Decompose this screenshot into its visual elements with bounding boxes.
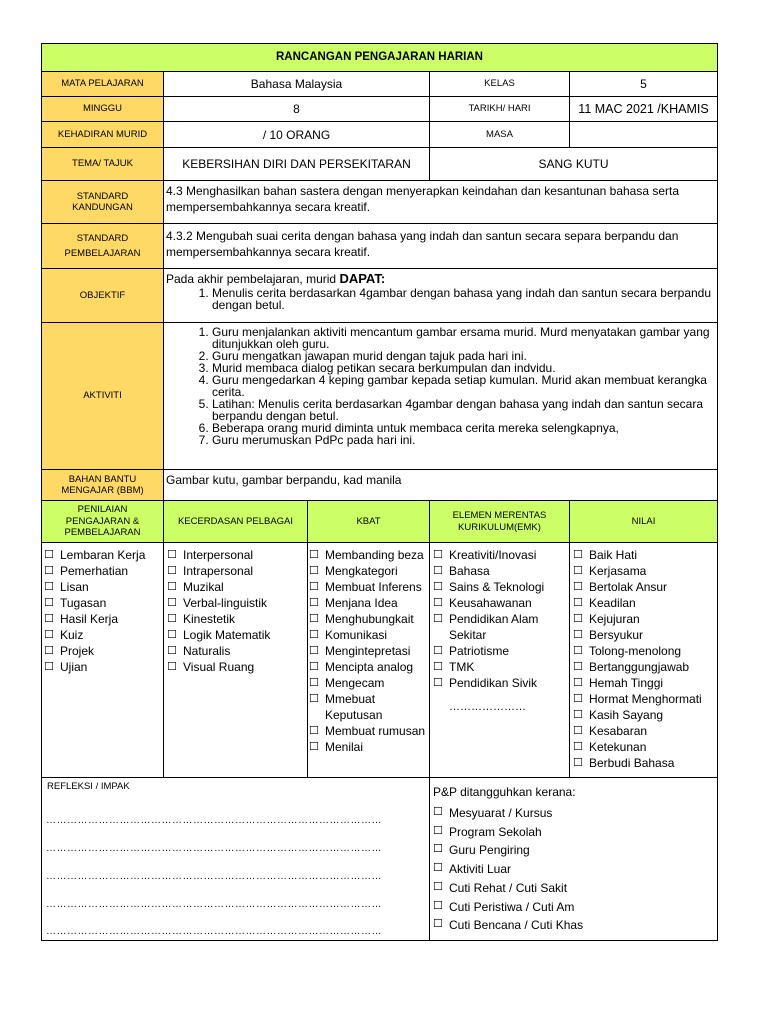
checkbox-icon[interactable]: ☐ bbox=[433, 564, 443, 577]
emk-option[interactable] bbox=[433, 563, 569, 579]
standard-pembelajaran-label: STANDARD PEMBELAJARAN bbox=[42, 224, 164, 269]
tangguh-option[interactable] bbox=[433, 898, 717, 917]
checkbox-label: Hasil Kerja bbox=[60, 612, 119, 626]
tarikh-label: TARIKH/ HARI bbox=[430, 97, 570, 122]
minggu-label: MINGGU bbox=[42, 97, 164, 122]
checkbox-label: Mengecam bbox=[325, 676, 385, 690]
checkbox-label: Kuiz bbox=[60, 628, 84, 642]
checkbox-label: Program Sekolah bbox=[449, 824, 542, 839]
checkbox-icon[interactable]: ☐ bbox=[433, 612, 443, 625]
emk-option[interactable] bbox=[433, 595, 569, 611]
emk-list bbox=[433, 547, 569, 691]
kbat-list bbox=[309, 547, 429, 755]
checkbox-icon[interactable]: ☐ bbox=[573, 612, 583, 625]
checkbox-label: Naturalis bbox=[183, 644, 231, 658]
emk-option[interactable] bbox=[433, 675, 569, 691]
objektif-intro: Pada akhir pembelajaran, murid DAPAT: bbox=[166, 271, 386, 286]
kbat-option[interactable] bbox=[309, 611, 429, 627]
bbm-value: Gambar kutu, gambar berpandu, kad manila bbox=[164, 470, 718, 501]
nilai-column bbox=[570, 543, 718, 778]
mata-pelajaran-label: MATA PELAJARAN bbox=[42, 72, 164, 97]
tangguh-option[interactable] bbox=[433, 916, 717, 935]
checkbox-label: Bertolak Ansur bbox=[589, 580, 668, 594]
nilai-option[interactable] bbox=[573, 755, 717, 771]
checkbox-icon[interactable]: ☐ bbox=[433, 823, 443, 837]
checkbox-icon[interactable]: ☐ bbox=[44, 612, 54, 625]
objektif-value bbox=[164, 269, 718, 323]
checkbox-icon[interactable]: ☐ bbox=[44, 580, 54, 593]
checkbox-label: Menghubungkait bbox=[325, 612, 414, 626]
objektif-item: 1. Menulis cerita berdasarkan 4gambar dengan bahasa yang indah dan santun secara berpandu dengan betul. bbox=[212, 287, 713, 311]
checkbox-icon[interactable]: ☐ bbox=[433, 596, 443, 609]
kehadiran-label: KEHADIRAN MURID bbox=[42, 122, 164, 148]
checkbox-label: Lembaran Kerja bbox=[60, 548, 146, 562]
kecerdasan-option[interactable] bbox=[167, 627, 307, 643]
penilaian-column bbox=[42, 543, 164, 778]
checkbox-label: Komunikasi bbox=[325, 628, 388, 642]
checkbox-label: Muzikal bbox=[183, 580, 224, 594]
kbat-option[interactable] bbox=[309, 723, 429, 739]
nilai-option[interactable] bbox=[573, 579, 717, 595]
tangguh-option[interactable] bbox=[433, 879, 717, 898]
tangguh-option[interactable] bbox=[433, 804, 717, 823]
tema-value: KEBERSIHAN DIRI DAN PERSEKITARAN bbox=[164, 148, 430, 181]
penilaian-option[interactable] bbox=[44, 579, 163, 595]
checkbox-label: Membanding beza bbox=[325, 548, 424, 562]
kbat-option[interactable] bbox=[309, 579, 429, 595]
checkbox-label: Interpersonal bbox=[183, 548, 254, 562]
checkbox-icon[interactable]: ☐ bbox=[167, 628, 177, 641]
tarikh-value: 11 MAC 2021 /KHAMIS bbox=[570, 97, 718, 122]
kbat-option[interactable] bbox=[309, 691, 429, 723]
checkbox-icon[interactable]: ☐ bbox=[167, 596, 177, 609]
checkbox-icon[interactable]: ☐ bbox=[573, 660, 583, 673]
checkbox-icon[interactable]: ☐ bbox=[573, 628, 583, 641]
checkbox-label: Mencipta analog bbox=[325, 660, 414, 674]
emk-column bbox=[430, 543, 570, 778]
checkbox-label: Membuat rumusan bbox=[325, 724, 426, 738]
checkbox-icon[interactable]: ☐ bbox=[433, 644, 443, 657]
emk-dots: ………………… bbox=[449, 701, 526, 713]
checkbox-label: Cuti Bencana / Cuti Khas bbox=[449, 918, 584, 933]
checkbox-icon[interactable]: ☐ bbox=[573, 708, 583, 721]
checkbox-icon[interactable]: ☐ bbox=[309, 612, 319, 625]
checkbox-label: Visual Ruang bbox=[183, 660, 255, 674]
nilai-list bbox=[573, 547, 717, 771]
checkbox-label: Tugasan bbox=[60, 596, 107, 610]
kbat-option[interactable] bbox=[309, 675, 429, 691]
aktiviti-item: 6. Beberapa orang murid diminta untuk membaca cerita mereka selengkapnya, bbox=[212, 422, 713, 434]
checkbox-icon[interactable]: ☐ bbox=[433, 660, 443, 673]
kelas-value: 5 bbox=[570, 72, 718, 97]
checkbox-icon[interactable]: ☐ bbox=[309, 724, 319, 737]
nilai-header: NILAI bbox=[570, 501, 718, 543]
checkbox-icon[interactable]: ☐ bbox=[309, 628, 319, 641]
mata-pelajaran-value: Bahasa Malaysia bbox=[164, 72, 430, 97]
checkbox-icon[interactable]: ☐ bbox=[167, 644, 177, 657]
refleksi-line[interactable]: …………………………………………………………………………………… bbox=[46, 926, 382, 937]
penilaian-option[interactable] bbox=[44, 595, 163, 611]
checkbox-label: Sains & Teknologi bbox=[449, 580, 545, 594]
checkbox-icon[interactable]: ☐ bbox=[167, 564, 177, 577]
penilaian-option[interactable] bbox=[44, 627, 163, 643]
checkbox-label: TMK bbox=[449, 660, 475, 674]
checkbox-icon[interactable]: ☐ bbox=[167, 548, 177, 561]
aktiviti-item: 5. Latihan: Menulis cerita berdasarkan 4gambar dengan bahasa yang indah dan santun secara berpandu dengan betul. bbox=[212, 398, 713, 422]
checkbox-label: Logik Matematik bbox=[183, 628, 271, 642]
nilai-option[interactable] bbox=[573, 547, 717, 563]
kecerdasan-option[interactable] bbox=[167, 563, 307, 579]
checkbox-icon[interactable]: ☐ bbox=[44, 548, 54, 561]
checkbox-icon[interactable]: ☐ bbox=[309, 644, 319, 657]
checkbox-icon[interactable]: ☐ bbox=[433, 917, 443, 931]
checkbox-icon[interactable]: ☐ bbox=[433, 548, 443, 561]
checkbox-label: Mmebuat Keputusan bbox=[325, 692, 383, 722]
aktiviti-item: 3. Murid membaca dialog petikan secara berkumpulan dan indvidu. bbox=[212, 362, 713, 374]
kbat-option[interactable] bbox=[309, 547, 429, 563]
nilai-option[interactable] bbox=[573, 691, 717, 707]
checkbox-label: Lisan bbox=[60, 580, 89, 594]
nilai-option[interactable] bbox=[573, 595, 717, 611]
checkbox-label: Verbal-linguistik bbox=[183, 596, 268, 610]
checkbox-label: Kinestetik bbox=[183, 612, 236, 626]
checkbox-icon[interactable]: ☐ bbox=[167, 660, 177, 673]
nilai-option[interactable] bbox=[573, 611, 717, 627]
checkbox-label: Intrapersonal bbox=[183, 564, 254, 578]
nilai-option[interactable] bbox=[573, 563, 717, 579]
tangguh-option[interactable] bbox=[433, 823, 717, 842]
kbat-option[interactable] bbox=[309, 659, 429, 675]
checkbox-label: Mengintepretasi bbox=[325, 644, 411, 658]
checkbox-icon[interactable]: ☐ bbox=[433, 879, 443, 893]
kecerdasan-option[interactable] bbox=[167, 643, 307, 659]
kecerdasan-option[interactable] bbox=[167, 611, 307, 627]
aktiviti-list bbox=[164, 326, 717, 446]
aktiviti-item: 1. Guru menjalankan aktiviti mencantum gambar ersama murid. Murd menyatakan gambar yang ditunjukkan oleh guru. bbox=[212, 326, 713, 350]
objektif-list bbox=[164, 287, 717, 311]
checkbox-icon[interactable]: ☐ bbox=[309, 596, 319, 609]
bbm-label: BAHAN BANTU MENGAJAR (BBM) bbox=[42, 470, 164, 501]
aktiviti-value bbox=[164, 323, 718, 470]
checkbox-label: Cuti Rehat / Cuti Sakit bbox=[449, 880, 568, 895]
kbat-header: KBAT bbox=[308, 501, 430, 543]
checkbox-icon[interactable]: ☐ bbox=[573, 596, 583, 609]
checkbox-label: Cuti Peristiwa / Cuti Am bbox=[449, 899, 575, 914]
nilai-option[interactable] bbox=[573, 723, 717, 739]
refleksi-line[interactable]: …………………………………………………………………………………… bbox=[46, 815, 382, 826]
kbat-option[interactable] bbox=[309, 643, 429, 659]
checkbox-icon[interactable]: ☐ bbox=[309, 580, 319, 593]
kecerdasan-list bbox=[167, 547, 307, 675]
kbat-option[interactable] bbox=[309, 595, 429, 611]
checkbox-label: Patriotisme bbox=[449, 644, 510, 658]
checkbox-label: Hormat Menghormati bbox=[589, 692, 702, 706]
checkbox-icon[interactable]: ☐ bbox=[433, 580, 443, 593]
aktiviti-item: 2. Guru mengatkan jawapan murid dengan tajuk pada hari ini. bbox=[212, 350, 713, 362]
checkbox-label: Mesyuarat / Kursus bbox=[449, 806, 553, 820]
standard-kandungan-value: 4.3 Menghasilkan bahan sastera dengan menyerapkan keindahan dan kesantunan bahasa serta mempersembahkannya secara kreatif. bbox=[164, 181, 718, 224]
tangguh-title: P&P ditangguhkan kerana: bbox=[433, 785, 576, 799]
checkbox-label: Aktiviti Luar bbox=[449, 862, 512, 877]
checkbox-label: Bersyukur bbox=[589, 628, 644, 642]
checkbox-label: Kreativiti/Inovasi bbox=[449, 548, 537, 562]
checkbox-icon[interactable]: ☐ bbox=[573, 756, 583, 769]
penilaian-option[interactable] bbox=[44, 563, 163, 579]
checkbox-icon[interactable]: ☐ bbox=[433, 861, 443, 875]
kecerdasan-option[interactable] bbox=[167, 579, 307, 595]
checkbox-icon[interactable]: ☐ bbox=[309, 692, 319, 705]
masa-value bbox=[570, 122, 718, 148]
checkbox-label: Kesabaran bbox=[589, 724, 648, 738]
checkbox-icon[interactable]: ☐ bbox=[433, 676, 443, 689]
checkbox-label: Ujian bbox=[60, 660, 88, 674]
checkbox-icon[interactable]: ☐ bbox=[433, 842, 443, 856]
emk-option[interactable] bbox=[433, 579, 569, 595]
checkbox-label: Bahasa bbox=[449, 564, 490, 578]
masa-label: MASA bbox=[430, 122, 570, 148]
checkbox-icon[interactable]: ☐ bbox=[573, 580, 583, 593]
checkbox-icon[interactable]: ☐ bbox=[433, 805, 443, 818]
checkbox-label: Kasih Sayang bbox=[589, 708, 664, 722]
checkbox-icon[interactable]: ☐ bbox=[44, 628, 54, 641]
nilai-option[interactable] bbox=[573, 675, 717, 691]
checkbox-label: Menilai bbox=[325, 740, 364, 754]
kbat-option[interactable] bbox=[309, 627, 429, 643]
checkbox-label: Menjana Idea bbox=[325, 596, 398, 610]
checkbox-icon[interactable]: ☐ bbox=[573, 740, 583, 753]
aktiviti-label: AKTIVITI bbox=[42, 323, 164, 470]
nilai-option[interactable] bbox=[573, 659, 717, 675]
kecerdasan-option[interactable] bbox=[167, 547, 307, 563]
checkbox-icon[interactable]: ☐ bbox=[44, 644, 54, 657]
standard-pembelajaran-value: 4.3.2 Mengubah suai cerita dengan bahasa yang indah dan santun secara separa berpandu dan mempersembahkannya secara kreatif. bbox=[164, 224, 718, 269]
kehadiran-value: / 10 ORANG bbox=[164, 122, 430, 148]
checkbox-label: Berbudi Bahasa bbox=[589, 756, 675, 770]
checkbox-label: Projek bbox=[60, 644, 95, 658]
checkbox-label: Kejujuran bbox=[589, 612, 640, 626]
refleksi-section bbox=[42, 778, 430, 941]
checkbox-icon[interactable]: ☐ bbox=[573, 692, 583, 705]
checkbox-icon[interactable]: ☐ bbox=[573, 644, 583, 657]
tema-label: TEMA/ TAJUK bbox=[42, 148, 164, 181]
checkbox-icon[interactable]: ☐ bbox=[573, 548, 583, 561]
checkbox-label: Keadilan bbox=[589, 596, 636, 610]
emk-option[interactable] bbox=[433, 643, 569, 659]
emk-header: ELEMEN MERENTAS KURIKULUM(EMK) bbox=[430, 501, 570, 543]
checkbox-label: Guru Pengiring bbox=[449, 843, 530, 858]
checkbox-label: Ketekunan bbox=[589, 740, 647, 754]
kelas-label: KELAS bbox=[430, 72, 570, 97]
refleksi-line[interactable]: …………………………………………………………………………………… bbox=[46, 871, 382, 882]
checkbox-label: Pendidikan Alam Sekitar bbox=[449, 612, 539, 642]
kecerdasan-header: KECERDASAN PELBAGAI bbox=[164, 501, 308, 543]
rph-form bbox=[41, 43, 718, 941]
kecerdasan-option[interactable] bbox=[167, 595, 307, 611]
kbat-option[interactable] bbox=[309, 739, 429, 755]
checkbox-label: Pendidikan Sivik bbox=[449, 676, 538, 690]
checkbox-label: Mengkategori bbox=[325, 564, 398, 578]
form-title: RANCANGAN PENGAJARAN HARIAN bbox=[42, 44, 718, 72]
emk-option[interactable] bbox=[433, 611, 569, 643]
kecerdasan-column bbox=[164, 543, 308, 778]
kbat-column bbox=[308, 543, 430, 778]
tangguh-option[interactable] bbox=[433, 841, 717, 860]
checkbox-icon[interactable]: ☐ bbox=[573, 676, 583, 689]
nilai-option[interactable] bbox=[573, 739, 717, 755]
checkbox-label: Baik Hati bbox=[589, 548, 638, 562]
penilaian-header: PENILAIAN PENGAJARAN & PEMBELAJARAN bbox=[42, 501, 164, 543]
checkbox-icon[interactable]: ☐ bbox=[44, 660, 54, 673]
checkbox-icon[interactable]: ☐ bbox=[309, 676, 319, 689]
checkbox-icon[interactable]: ☐ bbox=[309, 660, 319, 673]
refleksi-line[interactable]: …………………………………………………………………………………… bbox=[46, 899, 382, 910]
checkbox-icon[interactable]: ☐ bbox=[167, 580, 177, 593]
checkbox-icon[interactable]: ☐ bbox=[309, 740, 319, 753]
tangguh-option[interactable] bbox=[433, 860, 717, 879]
penilaian-option[interactable] bbox=[44, 547, 163, 563]
checkbox-label: Pemerhatian bbox=[60, 564, 129, 578]
checkbox-icon[interactable]: ☐ bbox=[573, 564, 583, 577]
tangguh-section bbox=[430, 778, 718, 941]
checkbox-icon[interactable]: ☐ bbox=[44, 596, 54, 609]
objektif-label: OBJEKTIF bbox=[42, 269, 164, 323]
standard-kandungan-label: STANDARD KANDUNGAN bbox=[42, 181, 164, 224]
emk-option[interactable] bbox=[433, 547, 569, 563]
tajuk-value: SANG KUTU bbox=[430, 148, 718, 181]
kbat-option[interactable] bbox=[309, 563, 429, 579]
penilaian-option[interactable] bbox=[44, 611, 163, 627]
minggu-value: 8 bbox=[164, 97, 430, 122]
checkbox-label: Tolong-menolong bbox=[589, 644, 682, 658]
checkbox-icon[interactable]: ☐ bbox=[433, 898, 443, 912]
checkbox-icon[interactable]: ☐ bbox=[309, 564, 319, 577]
checkbox-icon[interactable]: ☐ bbox=[44, 564, 54, 577]
nilai-option[interactable] bbox=[573, 643, 717, 659]
checkbox-label: Keusahawanan bbox=[449, 596, 532, 610]
checkbox-label: Hemah Tinggi bbox=[589, 676, 664, 690]
penilaian-list bbox=[44, 547, 163, 675]
tangguh-list bbox=[433, 804, 717, 935]
nilai-option[interactable] bbox=[573, 627, 717, 643]
checkbox-icon[interactable]: ☐ bbox=[309, 548, 319, 561]
checkbox-icon[interactable]: ☐ bbox=[167, 612, 177, 625]
kecerdasan-option[interactable] bbox=[167, 659, 307, 675]
aktiviti-item: 7. Guru merumuskan PdPc pada hari ini. bbox=[212, 434, 713, 446]
penilaian-option[interactable] bbox=[44, 643, 163, 659]
checkbox-label: Membuat Inferens bbox=[325, 580, 422, 594]
refleksi-label: REFLEKSI / IMPAK bbox=[47, 781, 130, 792]
nilai-option[interactable] bbox=[573, 707, 717, 723]
penilaian-option[interactable] bbox=[44, 659, 163, 675]
emk-option[interactable] bbox=[433, 659, 569, 675]
checkbox-label: Bertanggungjawab bbox=[589, 660, 690, 674]
aktiviti-item: 4. Guru mengedarkan 4 keping gambar kepada setiap kumulan. Murid akan membuat kerangka cerita. bbox=[212, 374, 713, 398]
checkbox-icon[interactable]: ☐ bbox=[573, 724, 583, 737]
refleksi-line[interactable]: …………………………………………………………………………………… bbox=[46, 843, 382, 854]
checkbox-label: Kerjasama bbox=[589, 564, 647, 578]
